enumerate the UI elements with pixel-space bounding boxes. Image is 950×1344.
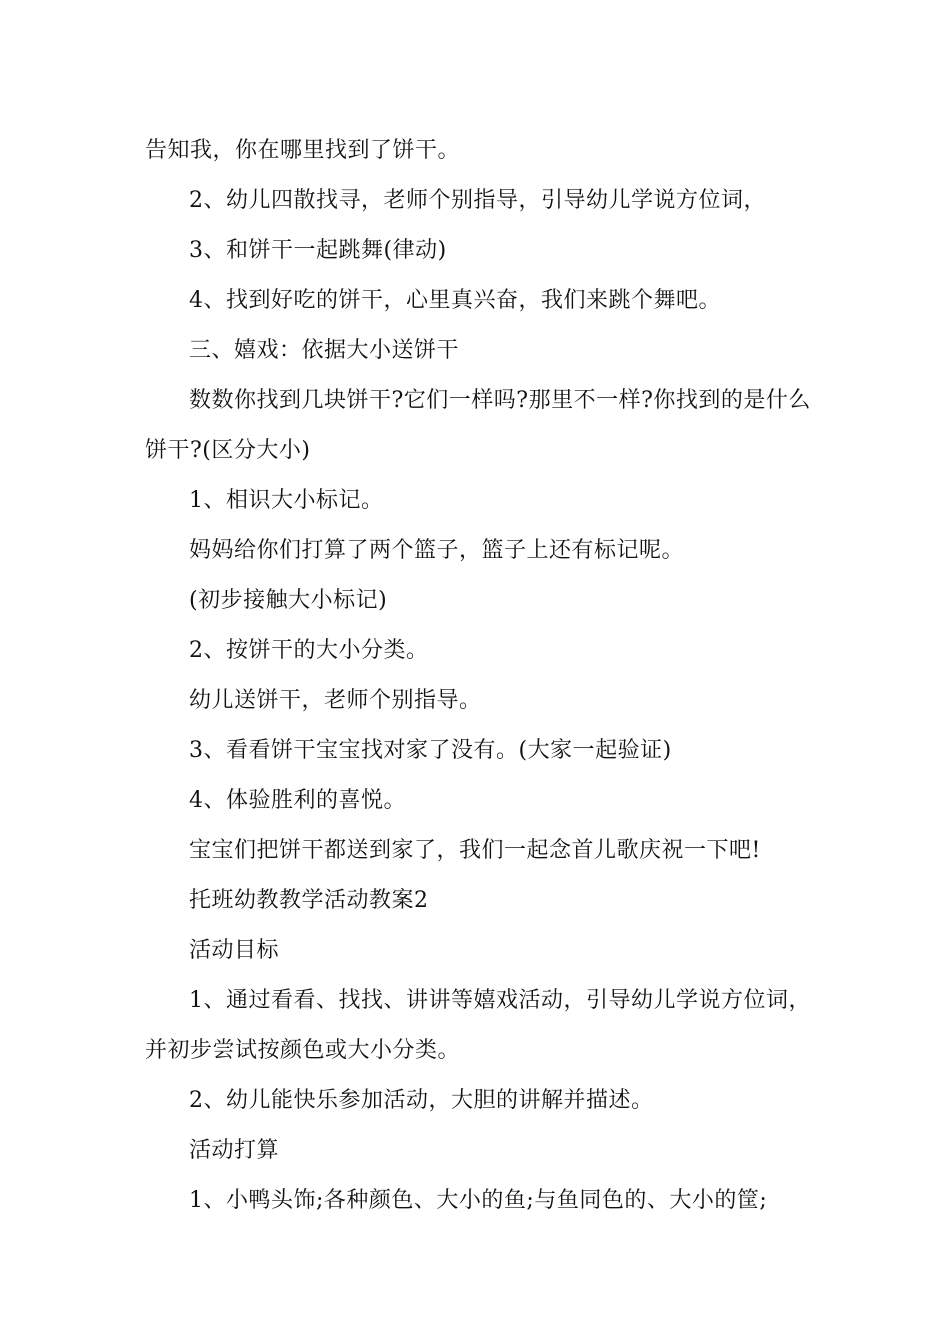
- text-line: 2、幼儿能快乐参加活动，大胆的讲解并描述。: [189, 1088, 654, 1113]
- text-line: 宝宝们把饼干都送到家了，我们一起念首儿歌庆祝一下吧!: [189, 838, 761, 863]
- text-line: 2、按饼干的大小分类。: [189, 638, 429, 663]
- text-line: 3、看看饼干宝宝找对家了没有。(大家一起验证): [189, 738, 672, 763]
- section-heading: 三、嬉戏：依据大小送饼干: [189, 338, 460, 363]
- section-heading: 活动打算: [189, 1138, 280, 1163]
- text-line: 3、和饼干一起跳舞(律动): [189, 238, 447, 263]
- text-line: 1、通过看看、找找、讲讲等嬉戏活动，引导幼儿学说方位词，: [189, 988, 811, 1013]
- section-title: 托班幼教教学活动教案2: [189, 888, 429, 913]
- text-line: 1、相识大小标记。: [189, 488, 384, 513]
- text-line: (初步接触大小标记): [189, 588, 388, 613]
- text-line: 数数你找到几块饼干?它们一样吗?那里不一样?你找到的是什么: [189, 388, 811, 413]
- text-line: 饼干?(区分大小): [145, 438, 311, 463]
- text-line: 幼儿送饼干，老师个别指导。: [189, 688, 482, 713]
- section-heading: 活动目标: [189, 938, 280, 963]
- text-line: 4、找到好吃的饼干，心里真兴奋，我们来跳个舞吧。: [189, 288, 721, 313]
- text-line: 告知我，你在哪里找到了饼干。: [145, 138, 461, 163]
- text-line: 1、小鸭头饰;各种颜色、大小的鱼;与鱼同色的、大小的筐;: [189, 1188, 768, 1213]
- text-line: 2、幼儿四散找寻，老师个别指导，引导幼儿学说方位词，: [189, 188, 766, 213]
- text-line: 妈妈给你们打算了两个篮子，篮子上还有标记呢。: [189, 538, 685, 563]
- text-line: 并初步尝试按颜色或大小分类。: [145, 1038, 461, 1063]
- text-line: 4、体验胜利的喜悦。: [189, 788, 406, 813]
